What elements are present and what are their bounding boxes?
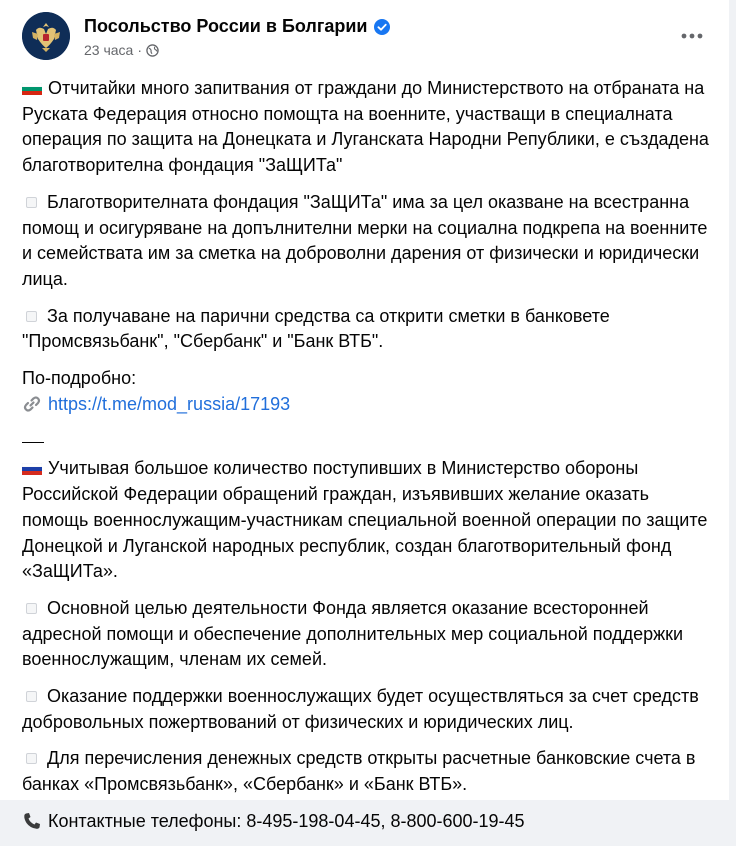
bulgaria-flag-icon (22, 83, 42, 95)
author-name[interactable]: Посольство России в Болгарии (84, 16, 368, 36)
bg-paragraph-3 (22, 304, 712, 355)
globe-icon[interactable] (146, 44, 159, 57)
unsupported-emoji-icon (26, 197, 37, 208)
more-info-link-line (22, 392, 712, 418)
more-options-button[interactable] (674, 18, 710, 54)
ru-paragraph-4 (22, 746, 712, 797)
ru-paragraph-3-text: Оказание поддержки военнослужащих будет осуществляться за счет средств добровольных пожертвований от физических и юридических лиц. (22, 686, 699, 732)
contact-phones-text: Контактные телефоны: 8-495-198-04-45, 8-800-600-19-45 (48, 810, 525, 831)
ru-paragraph-2 (22, 596, 712, 673)
phone-icon (22, 811, 42, 831)
unsupported-emoji-icon (26, 603, 37, 614)
bg-paragraph-2-text: Благотворителната фондация "ЗаЩИТа" има за цел оказване на всестранна помощ и осигуряване на допълнителни мерки на социална подкрепа на военните и семействата им за сметка на доброволни дарения от физически и юридически лица. (22, 191, 708, 289)
more-options-icon (681, 33, 703, 39)
unsupported-emoji-icon (26, 691, 37, 702)
russia-flag-icon (22, 463, 42, 475)
post-meta (84, 42, 159, 58)
ru-paragraph-4-text: Для перечисления денежных средств открыты расчетные банковские счета в банках «Промсвязьбанк», «Сбербанк» и «Банк ВТБ». (22, 748, 696, 795)
unsupported-emoji-icon (26, 311, 37, 322)
bg-paragraph-1 (22, 76, 712, 179)
russian-coat-of-arms-icon (22, 12, 70, 60)
more-info-label: По-подробно: (22, 368, 137, 389)
author-line (84, 16, 390, 37)
bg-paragraph-1-text: Отчитайки много запитвания от граждани до Министерството на отбраната на Руската Федерация относно помощта на военните, участващи в специалната операция по защита на Донецката и Луганската Народни Републики, е създадена благотворителна фондация "ЗаЩИТа" (22, 78, 709, 176)
telegram-link[interactable]: https://t.me/mod_russia/17193 (48, 393, 291, 414)
post-timestamp[interactable]: 23 часа (84, 42, 134, 58)
post-body (22, 76, 712, 846)
link-icon (22, 395, 42, 413)
ru-paragraph-1 (22, 456, 712, 585)
ru-paragraph-3 (22, 684, 712, 735)
page-avatar[interactable] (22, 12, 70, 60)
unsupported-emoji-icon (26, 753, 37, 764)
meta-separator: · (137, 42, 142, 58)
post-header (22, 12, 722, 64)
bg-paragraph-2 (22, 190, 712, 293)
ru-paragraph-1-text: Учитывая большое количество поступивших в Министерство обороны Российской Федерации обращений граждан, изъявивших желание оказать помощь военнослужащим-участникам специальной военной операции по защите Донецкой и Луганской народных республик, создан благотворительный фонд «ЗаЩИТа». (22, 458, 708, 582)
contact-phones (22, 809, 712, 835)
ru-paragraph-2-text: Основной целью деятельности Фонда является оказание всесторонней адресной помощи и обеспечение дополнительных мер социальной поддержки военнослужащим, членам их семей. (22, 597, 684, 670)
verified-badge-icon (374, 19, 390, 35)
bg-paragraph-3-text: За получаване на парични средства са открити сметки в банковете "Промсвязьбанк", "Сбербанк" и "Банк ВТБ". (22, 305, 610, 352)
section-divider (22, 428, 44, 443)
